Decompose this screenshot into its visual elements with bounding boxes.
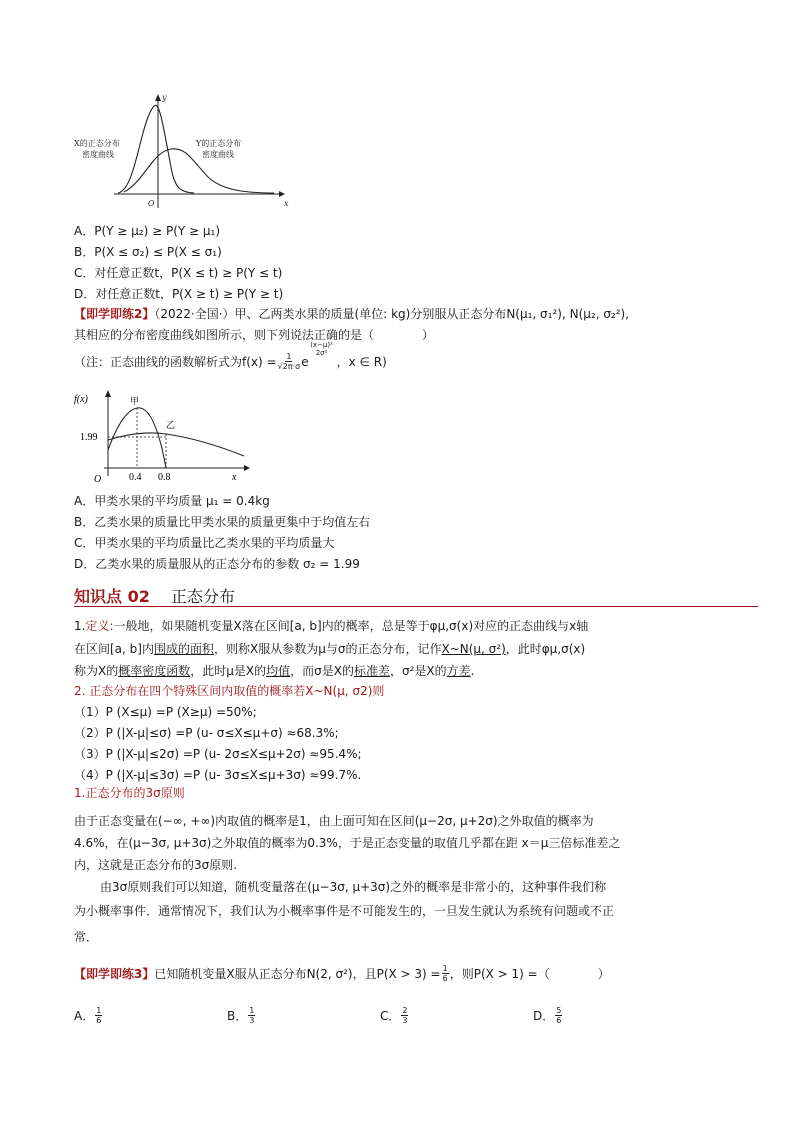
rule-p2-line-3: 常．	[74, 930, 99, 944]
y-axis-arrow	[155, 94, 161, 101]
g2-y-axis-arrow	[105, 390, 111, 397]
q3-option-c-den: 3	[402, 1016, 408, 1025]
q2-stem-2: 其相应的分布密度曲线如图所示，则下列说法正确的是（ ）	[74, 328, 435, 342]
q3-option-d-den: 6	[556, 1016, 562, 1025]
q2-option-a[interactable]: A．甲类水果的平均质量 μ₁ = 0.4kg	[74, 494, 270, 508]
g2-x-label: x	[232, 472, 237, 483]
q2-stem-1: （2022·全国·）甲、乙两类水果的质量(单位: kg)分别服从正态分布N(μ₁, σ₁²), N(μ₂, σ₂²),	[154, 307, 630, 321]
q3-option-c-fraction	[401, 1006, 408, 1025]
def-variance-term: 方差	[446, 664, 471, 678]
def-text-2c: ，此时φμ,σ(x)	[505, 642, 586, 656]
q3-option-d[interactable]	[533, 1006, 563, 1025]
q3-stem-fraction	[442, 964, 449, 983]
x-axis-arrow	[279, 191, 285, 197]
q2-note-fraction-num: 1	[286, 352, 292, 361]
g2-x-axis-arrow	[244, 465, 250, 471]
q3-option-d-num: 5	[556, 1006, 562, 1015]
def-line-3	[74, 662, 474, 679]
q2-note-fraction-den: √2π·σ	[277, 362, 301, 371]
y-density-curve	[124, 149, 274, 193]
q3-option-a-fraction	[95, 1006, 102, 1025]
origin-label: O	[148, 199, 155, 208]
q2-note-exp-num: (x−μ)²	[310, 340, 333, 349]
y-axis-label: y	[162, 93, 167, 102]
q3-stem-fraction-num: 1	[442, 964, 448, 973]
g2-x-tick-1: 0.4	[129, 472, 142, 483]
q2-option-c[interactable]: C．甲类水果的平均质量比乙类水果的平均质量大	[74, 536, 335, 550]
q3-option-c-num: 2	[402, 1006, 408, 1015]
fruit-density-graph	[74, 388, 254, 488]
def-mean-term: 均值	[266, 664, 291, 678]
def-text-3b: ，此时μ是X的	[190, 664, 267, 678]
y-curve-label-1: Y的正态分布	[196, 139, 242, 148]
q3-stem-b: ，则P(X > 1) =（ ）	[449, 967, 610, 981]
def-line-1	[74, 617, 588, 634]
q3-option-c-label: C．	[380, 1009, 401, 1023]
rule-p2-line-2: 为小概率事件．通常情况下，我们认为小概率事件是不可能发生的，一旦发生就认为系统有问题或不正	[74, 904, 615, 918]
def-text-1: 一般地，如果随机变量X落在区间[a, b]内的概率，总是等于φμ,σ(x)对应的正态曲线与x轴	[113, 619, 589, 633]
interval-4: （4）P (|X-μ|≤3σ) =P (u- 3σ≤X≤μ+3σ) ≈99.7%.	[74, 768, 362, 782]
section-divider	[74, 606, 758, 607]
q1-option-a[interactable]: A．P(Y ≥ μ₂) ≥ P(Y ≥ μ₁)	[74, 224, 221, 238]
section-heading	[74, 584, 235, 607]
def-text-3d: ，σ²是X的	[389, 664, 447, 678]
q2-note-fraction	[278, 352, 301, 371]
q3-tag: 【即学即练3】	[74, 967, 155, 981]
q2-note-exp-fraction	[310, 341, 333, 357]
def-label: 定义:	[85, 619, 114, 633]
q2-note-suffix: ，x ∈ R)	[336, 355, 387, 369]
def-text-3c: ，而σ是X的	[290, 664, 354, 678]
q3-option-b-fraction	[248, 1006, 255, 1025]
x-curve-label-2: 密度曲线	[82, 150, 114, 159]
normal-curves-graph	[74, 92, 294, 214]
x-axis-label: x	[284, 199, 289, 208]
rule-p1-line-1: 由于正态变量在(−∞, +∞)内取值的概率是1，由上面可知在区间(μ−2σ, μ+2σ)之外取值的概率为	[74, 814, 594, 828]
def-area-term: 围成的面积	[153, 642, 214, 656]
q3-option-b-num: 1	[249, 1006, 255, 1015]
g2-y-value: 1.99	[80, 432, 98, 443]
q2-option-d[interactable]: D．乙类水果的质量服从的正态分布的参数 σ₂ = 1.99	[74, 557, 360, 571]
section-title: 正态分布	[170, 587, 235, 606]
q3-stem-a: 已知随机变量X服从正态分布N(2, σ²)，且P(X > 3) =	[154, 967, 441, 981]
q2-stem-line-1	[74, 305, 629, 322]
q2-note	[74, 340, 387, 371]
q2-note-exp	[301, 340, 336, 369]
rule-p1-line-3: 内，这就是正态分布的3σ原则.	[74, 858, 238, 872]
q1-option-d[interactable]: D．对任意正数t，P(X ≥ t) ≥ P(Y ≥ t)	[74, 287, 284, 301]
intervals-title: 2. 正态分布在四个特殊区间内取值的概率若X~N(μ, σ2)则	[74, 684, 385, 698]
g2-origin: O	[94, 474, 102, 485]
q2-option-b[interactable]: B．乙类水果的质量比甲类水果的质量更集中于均值左右	[74, 515, 371, 529]
g2-x-tick-2: 0.8	[158, 472, 171, 483]
rule-title: 1.正态分布的3σ原则	[74, 786, 185, 800]
q3-option-c[interactable]	[380, 1006, 409, 1025]
g2-jia-label: 甲	[130, 397, 140, 407]
section-number: 知识点 02	[74, 587, 150, 606]
rule-p2-line-1: 由3σ原则我们可以知道，随机变量落在(μ−3σ, μ+3σ)之外的概率是非常小的，这种事件我们称	[100, 880, 607, 894]
def-num: 1.	[74, 619, 86, 633]
rule-p1-line-2: 4.6%，在(μ−3σ, μ+3σ)之外取值的概率为0.3%，于是正态变量的取值几乎都在距 x＝μ三倍标准差之	[74, 836, 621, 850]
q3-option-a-num: 1	[96, 1006, 102, 1015]
q3-option-a[interactable]	[74, 1006, 103, 1025]
q3-stem	[74, 964, 610, 983]
def-text-2a: 在区间[a, b]内	[74, 642, 154, 656]
q3-option-a-label: A．	[74, 1009, 95, 1023]
q3-option-d-label: D．	[533, 1009, 555, 1023]
def-text-3a: 称为X的	[74, 664, 119, 678]
q3-option-a-den: 6	[96, 1016, 102, 1025]
q3-option-b[interactable]	[227, 1006, 256, 1025]
def-line-2	[74, 640, 585, 657]
interval-3: （3）P (|X-μ|≤2σ) =P (u- 2σ≤X≤μ+2σ) ≈95.4%;	[74, 747, 362, 761]
q2-note-e: e	[301, 354, 309, 369]
g2-yi-label: 乙	[166, 421, 176, 431]
y-curve-label-2: 密度曲线	[202, 150, 234, 159]
interval-1: （1）P (X≤μ) =P (X≥μ) =50%;	[74, 705, 257, 719]
q3-stem-fraction-den: 6	[442, 974, 448, 983]
q3-option-b-label: B．	[227, 1009, 248, 1023]
x-density-curve	[118, 105, 194, 193]
def-text-2b: ，则称X服从参数为μ与σ的正态分布，记作	[213, 642, 442, 656]
q1-option-b[interactable]: B．P(X ≤ σ₂) ≤ P(X ≤ σ₁)	[74, 245, 222, 259]
x-curve-label-1: X的正态分布	[74, 139, 120, 148]
q2-note-prefix: （注：正态曲线的函数解析式为f(x) =	[74, 355, 277, 369]
q3-option-b-den: 3	[249, 1016, 255, 1025]
g2-fx-label: f(x)	[74, 394, 88, 405]
def-text-3e: .	[470, 664, 475, 678]
def-pdf-term: 概率密度函数	[118, 664, 191, 678]
q2-tag: 【即学即练2】	[74, 307, 155, 321]
yi-curve	[108, 433, 244, 456]
def-sd-term: 标准差	[353, 664, 390, 678]
q1-option-c[interactable]: C．对任意正数t，P(X ≤ t) ≥ P(Y ≤ t)	[74, 266, 283, 280]
q3-option-d-fraction	[555, 1006, 562, 1025]
q2-note-exp-den: 2σ²	[315, 348, 328, 357]
def-notation: X~N(μ, σ²)	[441, 642, 506, 656]
interval-2: （2）P (|X-μ|≤σ) =P (u- σ≤X≤μ+σ) ≈68.3%;	[74, 726, 339, 740]
